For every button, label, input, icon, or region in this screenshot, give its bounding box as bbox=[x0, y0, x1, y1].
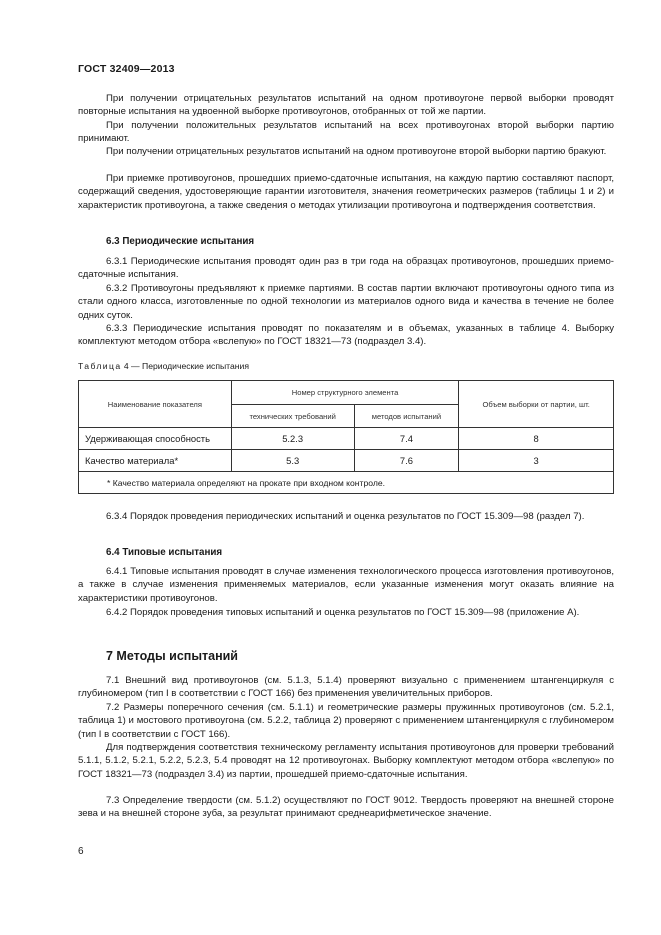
paragraph: 6.4.1 Типовые испытания проводят в случае изменения технологического процесса изготовления противоугонов, а также в случае изменения применяемых материалов, если указанные изменения могут оказать влияние на характеристики противоугонов. bbox=[78, 566, 614, 604]
section-heading-6-4: 6.4 Типовые испытания bbox=[106, 547, 223, 558]
paragraph: При получении отрицательных результатов испытаний на одном противоугоне второй выборки партию бракуют. bbox=[106, 146, 607, 157]
page-number: 6 bbox=[78, 846, 84, 857]
cell-method: 7.6 bbox=[354, 450, 459, 472]
table-row bbox=[79, 450, 614, 472]
header-test-methods: методов испытаний bbox=[354, 405, 459, 428]
section-heading-7: 7 Методы испытаний bbox=[106, 649, 238, 663]
table-caption-text: 4 — Периодические испытания bbox=[121, 361, 250, 371]
paragraph: 6.3.4 Порядок проведения периодических испытаний и оценка результатов по ГОСТ 15.309—98 (раздел 7). bbox=[106, 511, 585, 522]
paragraph: 6.3.1 Периодические испытания проводят один раз в три года на образцах противоугонов, прошедших приемо-сдаточные испытания. bbox=[78, 256, 614, 281]
paragraph: 6.3.3 Периодические испытания проводят по показателям и в объемах, указанных в таблице 4. Выборку комплектуют методом отбора «вслепую» по ГОСТ 18321—73 (подраздел 3.4). bbox=[78, 323, 614, 348]
table-caption bbox=[78, 361, 249, 371]
paragraph: 6.4.2 Порядок проведения типовых испытаний и оценка результатов по ГОСТ 15.309—98 (приложение А). bbox=[106, 607, 580, 618]
paragraph: При получении положительных результатов испытаний на всех противоугонах второй выборки партию принимают. bbox=[78, 120, 614, 145]
cell-volume: 3 bbox=[459, 450, 614, 472]
paragraph: 7.3 Определение твердости (см. 5.1.2) осуществляют по ГОСТ 9012. Твердость проверяют на внешней стороне зева и на внешней стороне зуба, за результат принимают среднеарифметическое значение. bbox=[78, 795, 614, 820]
table-row bbox=[79, 428, 614, 450]
header-sample-volume: Объем выборки от партии, шт. bbox=[459, 381, 614, 428]
cell-req: 5.3 bbox=[231, 450, 354, 472]
section-heading-6-3: 6.3 Периодические испытания bbox=[106, 236, 255, 247]
cell-name: Удерживающая способность bbox=[79, 428, 232, 450]
header-element-number: Номер структурного элемента bbox=[231, 381, 459, 405]
header-indicator-name: Наименование показателя bbox=[79, 381, 232, 428]
cell-req: 5.2.3 bbox=[231, 428, 354, 450]
periodic-tests-table bbox=[78, 380, 614, 494]
cell-method: 7.4 bbox=[354, 428, 459, 450]
document-header: ГОСТ 32409—2013 bbox=[78, 63, 175, 75]
paragraph: При приемке противоугонов, прошедших приемо-сдаточные испытания, на каждую партию составляют паспорт, содержащий сведения, удостоверяющие гарантии изготовителя, значения геометрических размеров (таблицы 1 и 2) и характеристик противоугона, а также сведения о методах утилизации противоугона и подтверждения соответствия. bbox=[78, 173, 614, 211]
paragraph: При получении отрицательных результатов испытаний на одном противоугоне первой выборки проводят повторные испытания на удвоенной выборке противоугонов, отобранных от той же партии. bbox=[78, 93, 614, 118]
paragraph: Для подтверждения соответствия техническому регламенту испытания противоугонов для проверки требований 5.1.1, 5.1.2, 5.2.1, 5.2.2, 5.2.3, 5.4 проводят на 12 противоугонах. Выборку комплектуют методом отбора «вслепую» по ГОСТ 18321—73 (подраздел 3.4) из партии, прошедшей приемо-сдаточные испытания. bbox=[78, 742, 614, 780]
cell-volume: 8 bbox=[459, 428, 614, 450]
table-footnote: * Качество материала определяют на прокате при входном контроле. bbox=[79, 472, 614, 494]
paragraph: 7.2 Размеры поперечного сечения (см. 5.1.1) и геометрические размеры пружинных противоугонов (см. 5.2.1, таблица 1) и мостового противоугона (см. 5.2.2, таблица 2) проверяют с применением штангенциркуля с глубиномером (тип I в соответствии с ГОСТ 166). bbox=[78, 702, 614, 740]
paragraph: 7.1 Внешний вид противоугонов (см. 5.1.3, 5.1.4) проверяют визуально с применением штангенциркуля с глубиномером (тип I в соответствии с ГОСТ 166) без применения увеличительных приборов. bbox=[78, 675, 614, 700]
table-caption-prefix: Таблица bbox=[78, 361, 122, 371]
cell-name: Качество материала* bbox=[79, 450, 232, 472]
paragraph: 6.3.2 Противоугоны предъявляют к приемке партиями. В состав партии включают противоугоны одного типа из стали одного класса, изготовленные по одной технологии из материалов одного вида и качества в течение не более одних суток. bbox=[78, 283, 614, 321]
header-tech-requirements: технических требований bbox=[231, 405, 354, 428]
